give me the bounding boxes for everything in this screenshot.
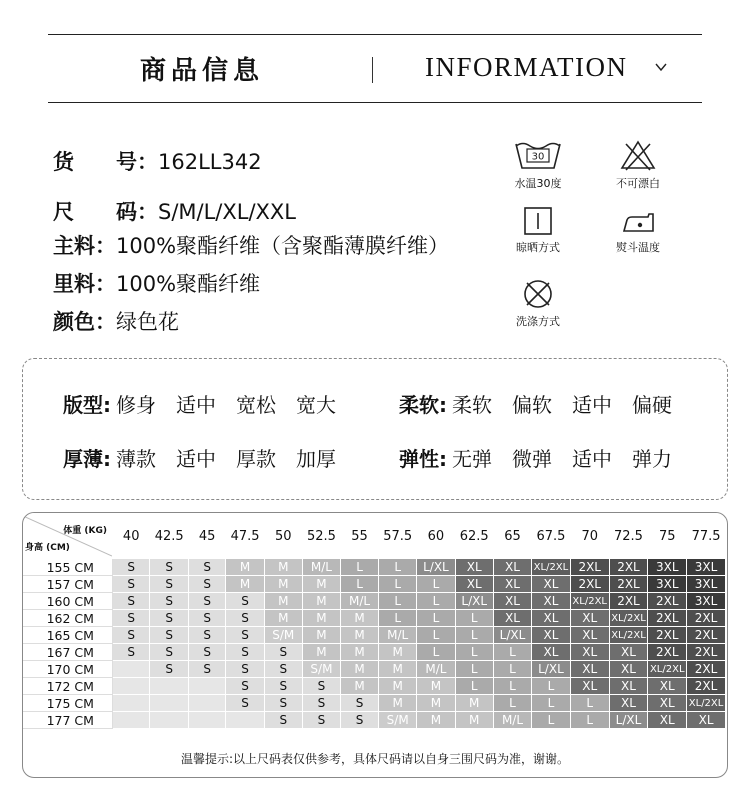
size-cell: 2XL [687, 610, 726, 627]
size-cell: S [264, 644, 302, 661]
size-cell: M [302, 644, 340, 661]
size-cell: M/L [341, 593, 379, 610]
size-cell: M [302, 576, 340, 593]
info-key: 货 号： [53, 150, 158, 174]
size-cell: XL [532, 576, 571, 593]
table-row [23, 644, 726, 661]
size-cell: S [302, 678, 340, 695]
size-cell: XL [609, 644, 648, 661]
size-cell: S [150, 644, 188, 661]
weight-header-cell: 67.5 [532, 514, 571, 559]
size-cell: L [417, 627, 455, 644]
size-cell: S [112, 559, 150, 576]
style-option-selected: 薄款 [115, 443, 157, 472]
weight-header-cell: 42.5 [150, 514, 188, 559]
style-option: 柔软 [452, 393, 492, 417]
size-cell [112, 678, 150, 695]
size-cell: M [341, 644, 379, 661]
style-option: 加厚 [296, 447, 336, 471]
size-cell: L/XL [609, 712, 648, 729]
size-cell: S [264, 678, 302, 695]
no-bleach-icon [618, 138, 658, 172]
size-cell: XL [570, 661, 609, 678]
size-cell: M/L [417, 661, 455, 678]
height-label-cell: 170 CM [23, 661, 113, 678]
size-cell: M [378, 661, 416, 678]
style-option-selected: 无弹 [451, 443, 493, 472]
info-item-color [53, 306, 179, 336]
size-cell: M [264, 610, 302, 627]
style-key: 版型: [63, 393, 111, 417]
size-cell: L/XL [532, 661, 571, 678]
size-cell: S [226, 593, 264, 610]
size-cell: S/M [264, 627, 302, 644]
size-cell: M [226, 559, 264, 576]
size-table-header [23, 514, 726, 559]
weight-header-cell: 50 [264, 514, 302, 559]
size-cell: L [455, 661, 493, 678]
wash-temp-text: 30 [531, 151, 545, 163]
height-label-cell: 157 CM [23, 576, 113, 593]
size-cell: L [455, 610, 493, 627]
size-cell: XL/2XL [609, 610, 648, 627]
size-cell: S [150, 610, 188, 627]
size-cell: M [417, 712, 455, 729]
size-cell: 3XL [687, 593, 726, 610]
size-cell: XL [609, 695, 648, 712]
size-cell: 3XL [648, 559, 687, 576]
info-value: 162LL342 [158, 150, 262, 174]
header-top-rule [48, 34, 702, 35]
care-wash [498, 138, 578, 191]
weight-header-cell: 60 [417, 514, 455, 559]
size-cell: S [302, 695, 340, 712]
size-cell: M [264, 576, 302, 593]
size-cell: S [150, 627, 188, 644]
size-cell: S [341, 695, 379, 712]
info-key: 颜色： [53, 310, 116, 334]
size-cell: S [150, 559, 188, 576]
size-cell: S [188, 559, 226, 576]
info-item-size [53, 196, 296, 226]
size-cell: S [226, 610, 264, 627]
size-table [22, 513, 726, 729]
style-row-soft [399, 389, 691, 418]
size-cell: XL [532, 593, 571, 610]
size-cell: XL [570, 627, 609, 644]
size-cell: M [378, 695, 416, 712]
info-key: 里料： [53, 272, 116, 296]
weight-header-cell: 40 [112, 514, 150, 559]
size-cell: M [341, 661, 379, 678]
size-cell: M [378, 678, 416, 695]
style-row-elastic [399, 443, 691, 472]
weight-header-cell: 72.5 [609, 514, 648, 559]
size-cell: L [378, 559, 416, 576]
style-option: 弹力 [632, 447, 672, 471]
size-cell: XL [493, 576, 531, 593]
style-key: 厚薄: [63, 447, 111, 471]
style-row-fit [63, 389, 355, 418]
size-cell: 2XL [648, 644, 687, 661]
size-cell: XL [570, 644, 609, 661]
size-cell: XL [648, 712, 687, 729]
size-cell: XL/2XL [648, 661, 687, 678]
header-bottom-rule [48, 102, 702, 103]
size-table-corner [23, 514, 113, 559]
height-label-cell: 155 CM [23, 559, 113, 576]
weight-header-cell: 65 [493, 514, 531, 559]
info-key: 尺 码： [53, 200, 158, 224]
size-cell: XL [493, 559, 531, 576]
style-key: 柔软: [399, 393, 447, 417]
size-cell: L [417, 610, 455, 627]
size-cell [150, 678, 188, 695]
size-cell: XL/2XL [532, 559, 571, 576]
size-cell: L [570, 695, 609, 712]
size-cell: L [493, 678, 531, 695]
size-cell: L [455, 644, 493, 661]
size-cell: M/L [493, 712, 531, 729]
size-cell: S [150, 593, 188, 610]
size-cell: L [341, 559, 379, 576]
header-cn-title: 商品信息 [140, 56, 265, 86]
table-row [23, 712, 726, 729]
size-cell: XL/2XL [570, 593, 609, 610]
size-cell: L/XL [417, 559, 455, 576]
style-option: 宽松 [236, 393, 276, 417]
size-cell: S [341, 712, 379, 729]
style-option: 适中 [176, 447, 216, 471]
size-cell: 2XL [570, 559, 609, 576]
size-cell: XL [609, 661, 648, 678]
table-row [23, 695, 726, 712]
weight-header-cell: 52.5 [302, 514, 340, 559]
size-cell: L [378, 593, 416, 610]
height-label-cell: 160 CM [23, 593, 113, 610]
size-cell: L [417, 576, 455, 593]
size-cell [150, 695, 188, 712]
size-cell: S [112, 593, 150, 610]
weight-axis-label: 体重 (KG) [63, 526, 107, 536]
size-cell: XL [609, 678, 648, 695]
size-cell: L [455, 678, 493, 695]
size-cell: L [493, 695, 531, 712]
size-cell: M [455, 695, 493, 712]
size-cell: S [150, 661, 188, 678]
style-row-thick [63, 443, 355, 472]
size-cell: L/XL [493, 627, 531, 644]
size-cell: S [188, 610, 226, 627]
weight-header-cell: 45 [188, 514, 226, 559]
height-axis-label: 身高 (CM) [25, 543, 70, 553]
table-row [23, 610, 726, 627]
care-dry-label: 晾晒方式 [516, 241, 560, 254]
size-cell: S [226, 678, 264, 695]
size-cell: L [417, 644, 455, 661]
header-en-title: INFORMATION [425, 52, 628, 82]
weight-header-cell: 55 [341, 514, 379, 559]
size-cell: M [226, 576, 264, 593]
size-cell: XL [532, 627, 571, 644]
size-cell: S [188, 576, 226, 593]
weight-header-cell: 57.5 [378, 514, 416, 559]
style-option-selected: 适中 [571, 389, 613, 418]
size-cell: L [378, 610, 416, 627]
size-cell: 2XL [609, 593, 648, 610]
header-separator [372, 57, 373, 83]
size-cell: 3XL [648, 576, 687, 593]
size-chart [22, 512, 728, 778]
info-value: 100%聚酯纤维 [116, 272, 261, 296]
size-cell: S [226, 695, 264, 712]
size-cell: XL [570, 678, 609, 695]
size-cell: S/M [378, 712, 416, 729]
size-cell: S/M [302, 661, 340, 678]
care-iron-label: 熨斗温度 [616, 241, 660, 254]
size-cell: 2XL [687, 661, 726, 678]
size-cell: 2XL [609, 559, 648, 576]
size-cell: XL [455, 576, 493, 593]
size-cell: M [341, 627, 379, 644]
size-cell: M [455, 712, 493, 729]
style-option: 宽大 [296, 393, 336, 417]
size-cell: S [226, 644, 264, 661]
size-cell [150, 712, 188, 729]
size-cell: M [417, 695, 455, 712]
size-cell [226, 712, 264, 729]
size-cell: M [264, 593, 302, 610]
table-row [23, 661, 726, 678]
table-row [23, 678, 726, 695]
size-cell: S [264, 712, 302, 729]
size-cell: S [112, 576, 150, 593]
size-cell: 2XL [687, 644, 726, 661]
info-value: S/M/L/XL/XXL [158, 200, 297, 224]
style-option: 修身 [116, 393, 156, 417]
weight-header-cell: 47.5 [226, 514, 264, 559]
info-key: 主料： [53, 234, 116, 258]
style-attributes-box [22, 358, 728, 500]
size-cell: L [532, 712, 571, 729]
weight-header-cell: 70 [570, 514, 609, 559]
size-cell: L [417, 593, 455, 610]
size-cell [188, 678, 226, 695]
size-cell: XL [455, 559, 493, 576]
size-cell: S [188, 644, 226, 661]
care-dry [498, 206, 578, 255]
size-cell: XL [532, 644, 571, 661]
style-option: 偏软 [512, 393, 552, 417]
size-cell: XL/2XL [687, 695, 726, 712]
size-cell: S [264, 695, 302, 712]
size-cell: L [493, 644, 531, 661]
size-cell: L [570, 712, 609, 729]
size-cell: 3XL [687, 559, 726, 576]
size-cell: S [302, 712, 340, 729]
info-value: 绿色花 [116, 310, 179, 334]
height-label-cell: 167 CM [23, 644, 113, 661]
size-cell: 2XL [648, 610, 687, 627]
no-dryclean-icon [518, 278, 558, 310]
size-cell [112, 695, 150, 712]
size-cell: M [417, 678, 455, 695]
size-cell: XL [570, 610, 609, 627]
weight-header-cell: 62.5 [455, 514, 493, 559]
style-option: 偏硬 [632, 393, 672, 417]
chevron-down-icon [654, 60, 668, 74]
care-wash-label: 水温30度 [514, 177, 562, 190]
size-cell: M [302, 610, 340, 627]
info-value: 100%聚酯纤维（含聚酯薄膜纤维） [116, 234, 450, 258]
size-cell [112, 712, 150, 729]
table-row [23, 559, 726, 576]
size-cell: 2XL [609, 576, 648, 593]
size-cell [188, 695, 226, 712]
size-cell: XL [648, 695, 687, 712]
table-row [23, 576, 726, 593]
weight-header-cell: 77.5 [687, 514, 726, 559]
size-cell: L [341, 576, 379, 593]
size-cell: XL [493, 593, 531, 610]
iron-icon [618, 206, 658, 236]
size-cell: S [112, 627, 150, 644]
size-cell: M/L [378, 627, 416, 644]
table-row [23, 593, 726, 610]
size-cell: XL/2XL [609, 627, 648, 644]
size-cell: XL [687, 712, 726, 729]
height-label-cell: 165 CM [23, 627, 113, 644]
size-cell: L [455, 627, 493, 644]
size-cell: L [493, 661, 531, 678]
size-cell: S [188, 593, 226, 610]
care-bleach [598, 138, 678, 191]
wash-30-icon [513, 138, 563, 172]
size-cell: 2XL [687, 678, 726, 695]
size-cell: S [226, 661, 264, 678]
size-cell: XL [532, 610, 571, 627]
size-cell: S [112, 644, 150, 661]
hang-dry-icon [518, 206, 558, 236]
size-cell: 2XL [648, 593, 687, 610]
info-item-lining [53, 268, 260, 298]
care-clean [498, 278, 578, 329]
size-cell: L [532, 695, 571, 712]
size-cell: S [226, 627, 264, 644]
size-cell [188, 712, 226, 729]
style-option: 微弹 [512, 447, 552, 471]
size-cell [112, 661, 150, 678]
care-clean-label: 洗涤方式 [516, 315, 560, 328]
size-note: 温馨提示:以上尺码表仅供参考，具体尺码请以自身三围尺码为准，谢谢。 [180, 752, 570, 766]
size-cell: 2XL [687, 627, 726, 644]
height-label-cell: 175 CM [23, 695, 113, 712]
height-label-cell: 172 CM [23, 678, 113, 695]
size-cell: 2XL [648, 627, 687, 644]
care-iron [598, 206, 678, 255]
style-option: 厚款 [236, 447, 276, 471]
size-cell: S [188, 627, 226, 644]
size-cell: L [532, 678, 571, 695]
weight-header-cell: 75 [648, 514, 687, 559]
size-cell: M [302, 627, 340, 644]
style-key: 弹性: [399, 447, 447, 471]
info-item-material [53, 230, 449, 260]
table-row [23, 627, 726, 644]
size-cell: M [302, 593, 340, 610]
size-cell: M/L [302, 559, 340, 576]
size-cell: L/XL [455, 593, 493, 610]
size-cell: XL [648, 678, 687, 695]
size-cell: S [188, 661, 226, 678]
size-cell: M [341, 678, 379, 695]
size-cell: M [264, 559, 302, 576]
info-item-code [53, 146, 262, 176]
size-cell: 3XL [687, 576, 726, 593]
size-cell: S [150, 576, 188, 593]
height-label-cell: 177 CM [23, 712, 113, 729]
size-cell: S [264, 661, 302, 678]
style-option-selected: 适中 [175, 389, 217, 418]
size-cell: M [341, 610, 379, 627]
size-cell: XL [493, 610, 531, 627]
style-option: 适中 [572, 447, 612, 471]
size-cell: S [112, 610, 150, 627]
size-cell: L [378, 576, 416, 593]
height-label-cell: 162 CM [23, 610, 113, 627]
size-cell: M [378, 644, 416, 661]
care-bleach-label: 不可漂白 [616, 177, 660, 190]
size-cell: 2XL [570, 576, 609, 593]
